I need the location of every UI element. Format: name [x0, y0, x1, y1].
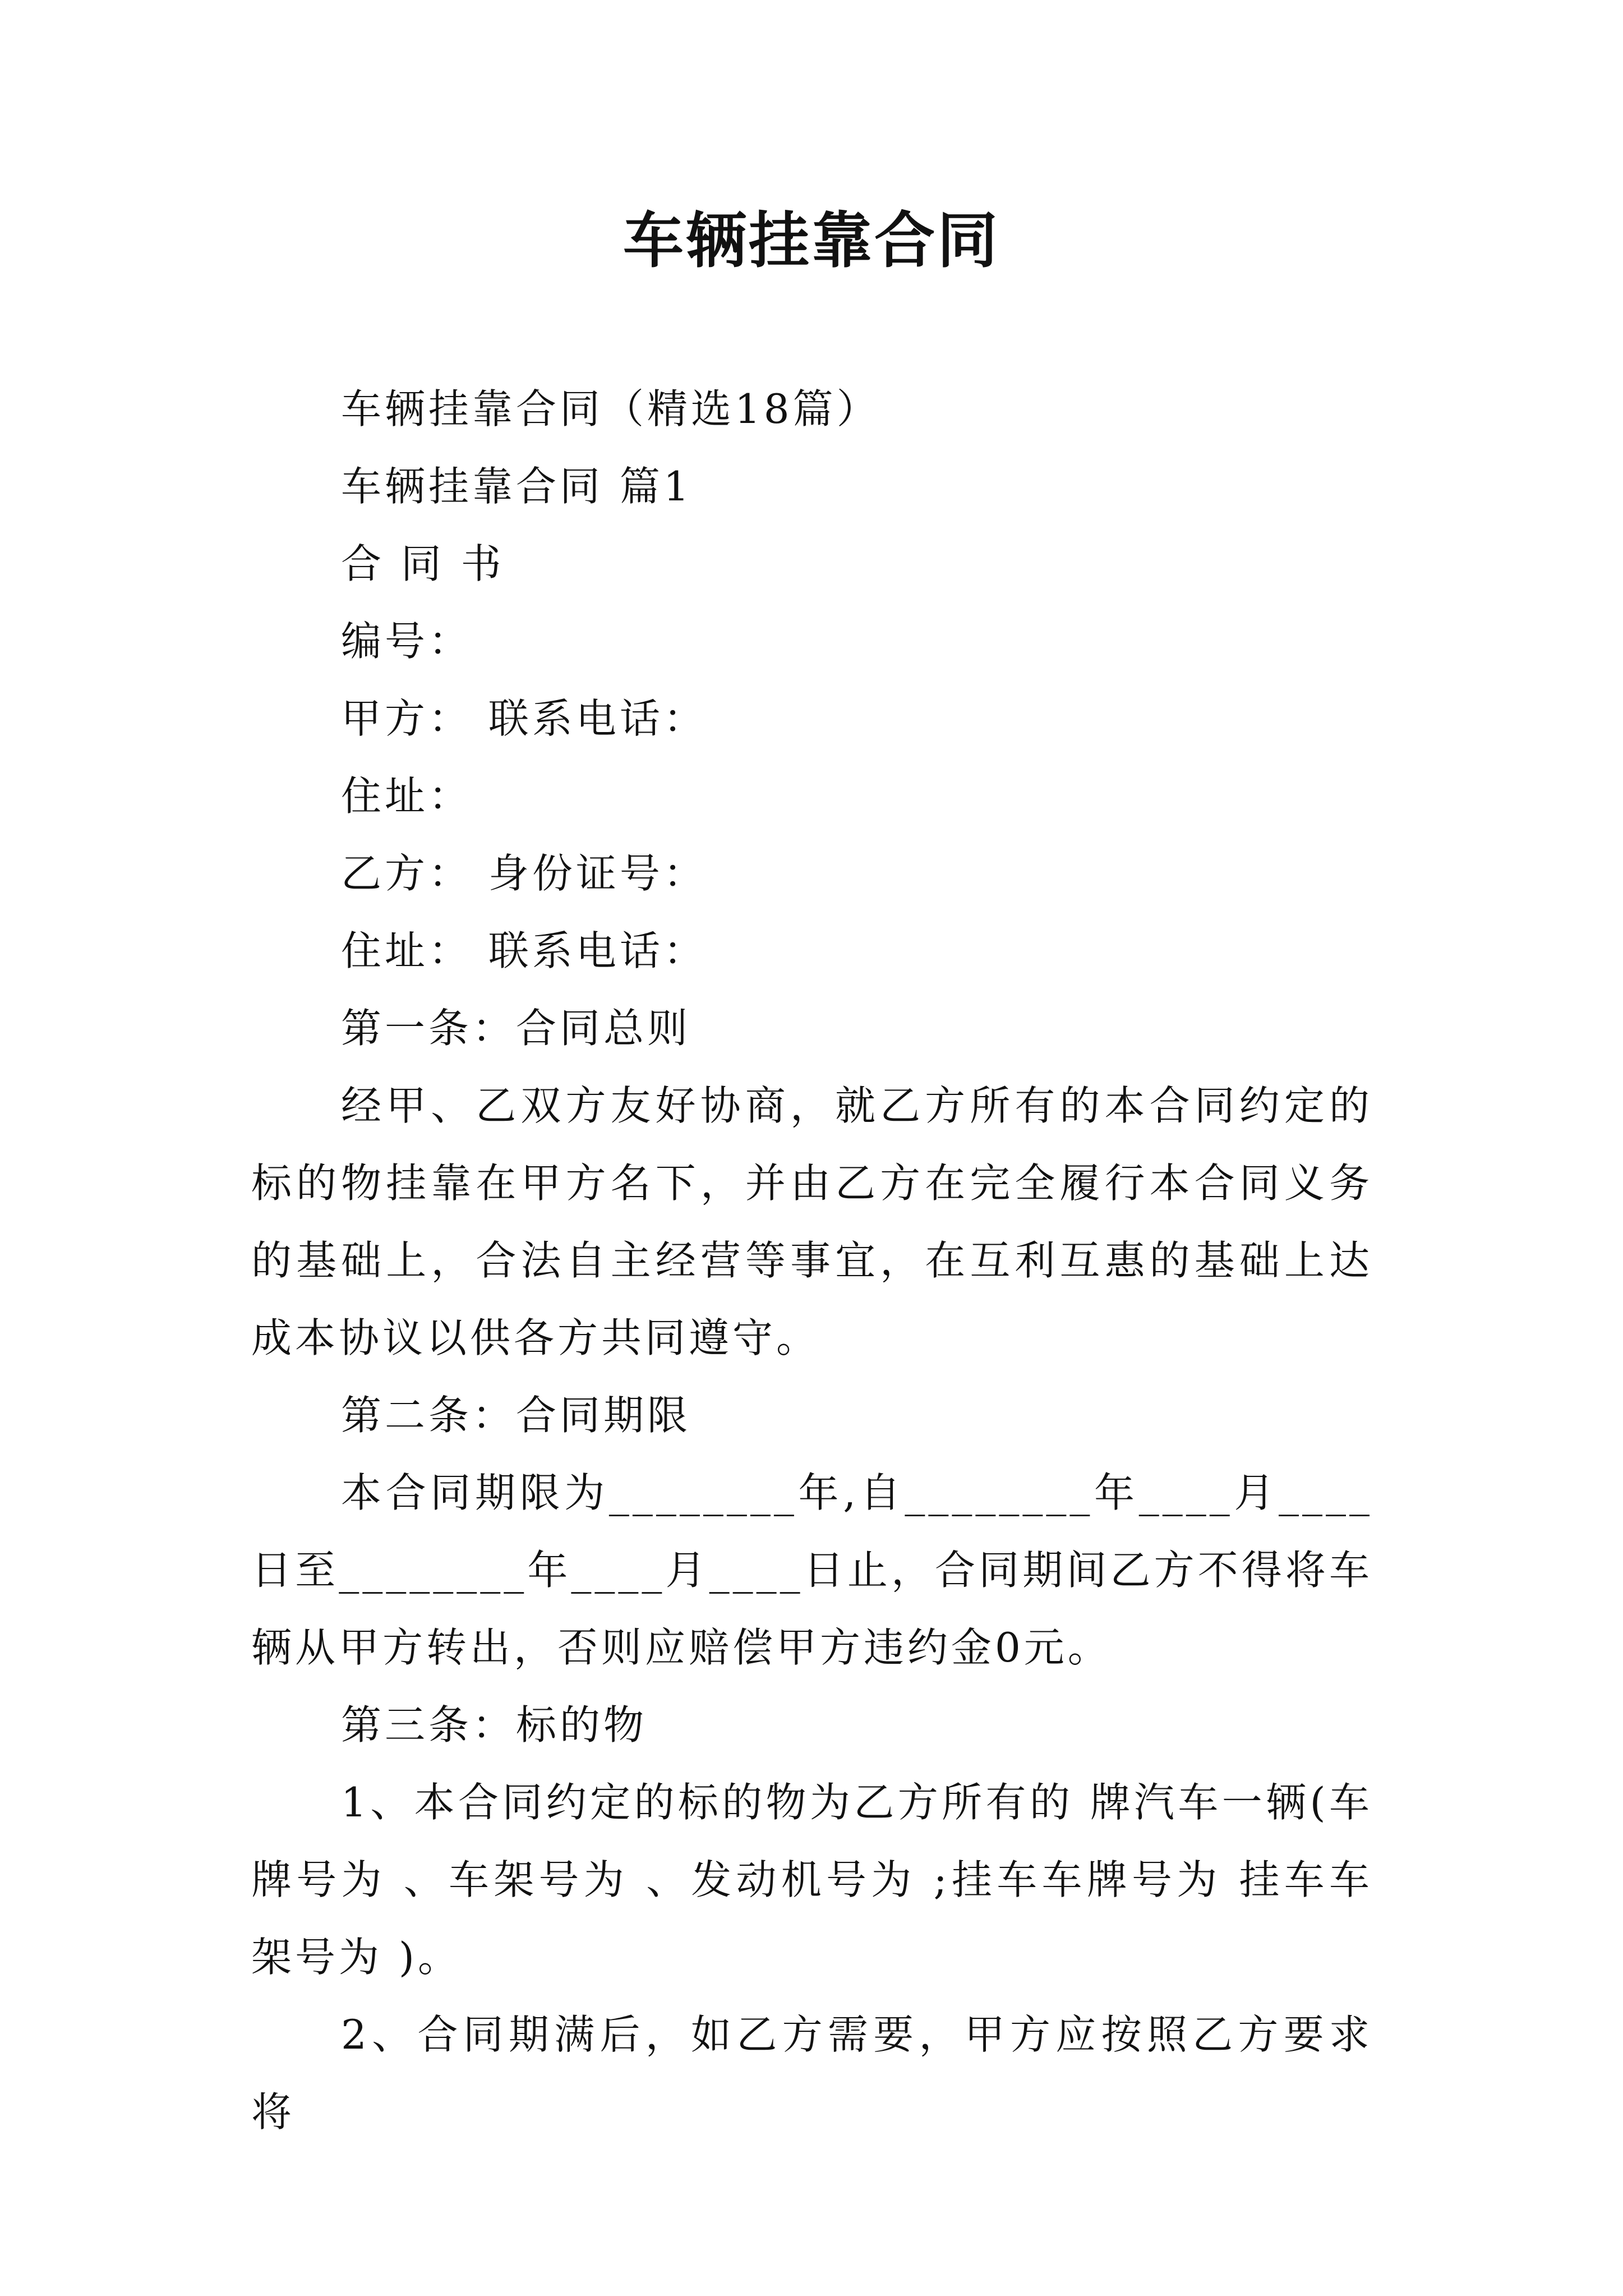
article-2-paragraph: 本合同期限为________年,自________年____月____日至________年____月____日止，合同期间乙方不得将车辆从甲方转出，否则应赔偿甲方违约金0元。: [251, 1469, 1373, 1671]
article-1-paragraph: 经甲、乙双方友好协商，就乙方所有的本合同约定的标的物挂靠在甲方名下，并由乙方在完全履行本合同义务的基础上，合法自主经营等事宜，在互利互惠的基础上达成本协议以供各方共同遵守。: [251, 1082, 1373, 1361]
field-address-a: 住址：: [341, 772, 473, 820]
article-2-heading: 第二条：合同期限: [341, 1392, 691, 1439]
document-body: [251, 370, 1373, 2151]
subtitle: 车辆挂靠合同（精选18篇）: [341, 385, 880, 432]
section-label: 车辆挂靠合同 篇1: [341, 463, 693, 510]
article-1-heading: 第一条：合同总则: [341, 1005, 691, 1052]
article-3-item-2: 2、合同期满后，如乙方需要，甲方应按照乙方要求将: [251, 2011, 1373, 2136]
article-3-heading: 第三条：标的物: [341, 1701, 648, 1749]
field-address-b: 住址： 联系电话：: [341, 927, 707, 974]
field-party-a: 甲方： 联系电话：: [341, 695, 707, 742]
article-3-item-1: 1、本合同约定的标的物为乙方所有的 牌汽车一辆(车牌号为 、车架号为 、发动机号为 ;挂车车牌号为 挂车车架号为 )。: [251, 1779, 1373, 1981]
document-title: 车辆挂靠合同: [623, 206, 1000, 276]
field-number: 编号：: [341, 618, 473, 665]
field-party-b: 乙方： 身份证号：: [341, 850, 707, 897]
contract-heading: 合 同 书: [341, 540, 505, 587]
